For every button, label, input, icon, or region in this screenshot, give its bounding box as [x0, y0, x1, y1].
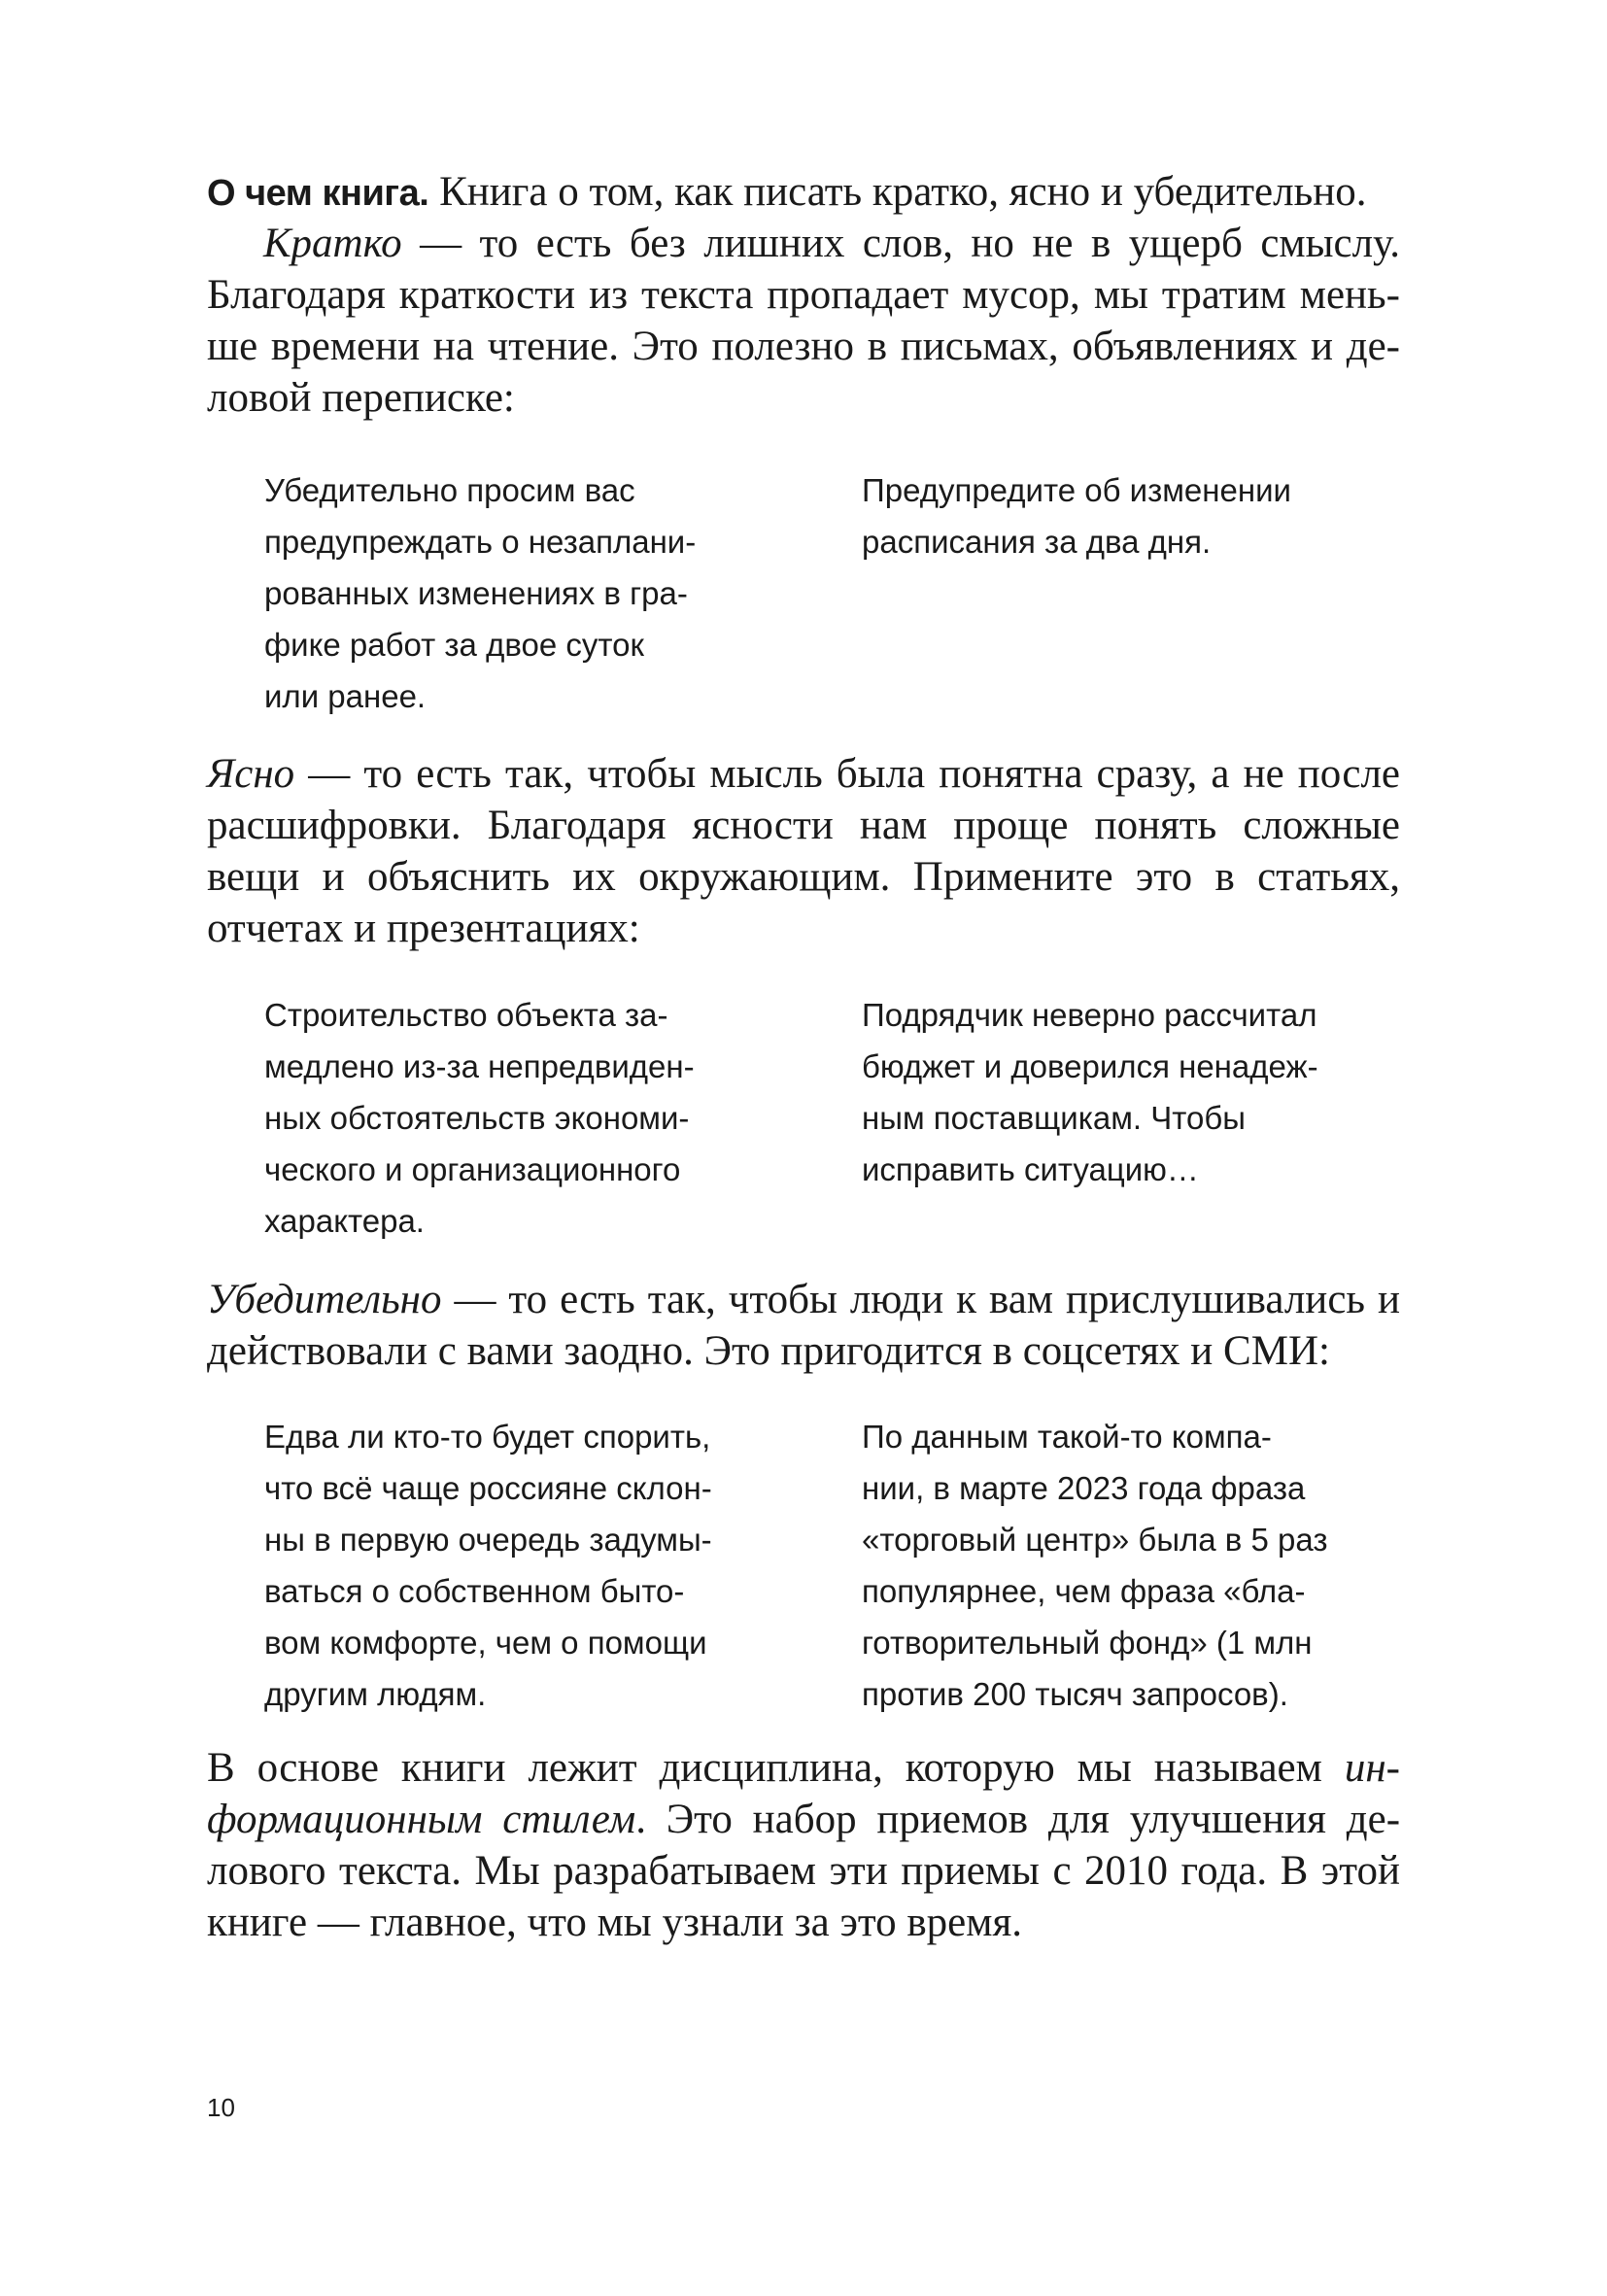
convincing-text: — то есть так, чтобы люди к вам прислушивались и действовали с вами заодно. Это пригодится в соцсетях и СМИ:	[207, 1277, 1400, 1374]
page-number: 10	[207, 2093, 235, 2122]
brief-term: Кратко	[263, 221, 402, 266]
conclusion-text-before: В основе книги лежит дисциплина, которую мы называем	[207, 1745, 1345, 1791]
intro-text: Книга о том, как писать кратко, ясно и убедительно.	[428, 169, 1367, 215]
conclusion-text-after: . Это набор приемов для улучшения делового текста. Мы разрабатываем эти приемы с 2010 года. В этой книге — главное, что мы узнали за это время.	[207, 1797, 1401, 1945]
clear-example-after: Подрядчик неверно рассчитал бюджет и доверился ненадеж- ным поставщикам. Чтобы исправить ситуацию…	[862, 997, 1318, 1187]
convincing-term: Убедительно	[207, 1277, 442, 1322]
brief-example-after: Предупредите об изменении расписания за два дня.	[862, 472, 1291, 560]
clear-text: — то есть так, чтобы мысль была понятна сразу, а не после расшифровки. Благодаря ясности нам проще понять сложные вещи и объяснить их окружающим. Примените это в статьях, отчетах и презентациях:	[207, 751, 1400, 951]
section-lead: О чем книга.	[207, 173, 429, 214]
brief-text: — то есть без лишних слов, но не в ущерб смыслу. Благодаря краткости из текста пропадает мусор, мы тратим меньше времени на чтение. Это полезно в письмах, объявлениях и деловой переписке:	[207, 221, 1400, 421]
clear-paragraph	[207, 748, 1400, 954]
clear-term: Ясно	[207, 751, 295, 797]
brief-example-before: Убедительно просим вас предупреждать о незаплани- рованных изменениях в гра- фике работ за двое суток или ранее.	[264, 472, 697, 714]
brief-paragraph	[207, 218, 1400, 424]
convincing-example-before: Едва ли кто-то будет спорить, что всё чаще россияне склон- ны в первую очередь задумы- ваться о собственном быто- вом комфорте, чем о помощи другим людям.	[264, 1419, 712, 1712]
convincing-paragraph	[207, 1274, 1400, 1377]
intro-paragraph	[207, 166, 1400, 220]
convincing-example-after: По данным такой-то компа- нии, в марте 2023 года фраза «торговый центр» была в 5 раз популярнее, чем фраза «бла- готворительный фонд» (1 млн против 200 тысяч запросов).	[862, 1419, 1328, 1712]
conclusion-paragraph	[207, 1742, 1400, 1948]
conclusion-term: информационным стилем	[207, 1745, 1400, 1842]
clear-example-before: Строительство объекта за- медлено из-за непредвиден- ных обстоятельств экономи- ческого и организационного характера.	[264, 997, 695, 1239]
